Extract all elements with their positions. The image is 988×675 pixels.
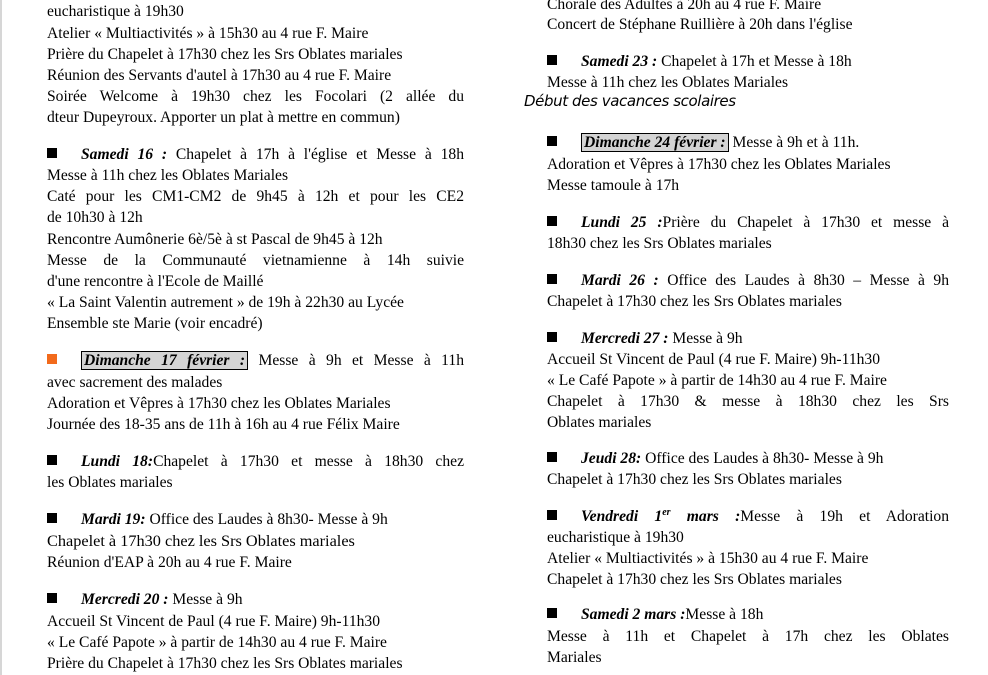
schedule-text: Atelier « Multiactivités » à 15h30 au 4 rue F. Maire: [547, 550, 869, 567]
bullet-square-icon: [547, 608, 557, 618]
day-label: Jeudi 28: [581, 450, 637, 467]
schedule-text: Chapelet à 17h30 chez les Srs Oblates mariales: [47, 531, 355, 550]
schedule-text: Messe à 19h et Adoration: [740, 508, 949, 525]
schedule-text: d'une rencontre à l'Ecole de Maillé: [47, 273, 264, 290]
schedule-text: Prière du Chapelet à 17h30 et messe à: [662, 214, 949, 231]
schedule-text: Ensemble ste Marie (voir encadré): [47, 315, 263, 332]
schedule-line: [547, 527, 684, 548]
schedule-line: [547, 154, 891, 175]
bullet-square-icon: [47, 593, 57, 603]
day-heading-line: Lundi 18:Chapelet à 17h30 et messe à 18h30 chez: [47, 451, 464, 472]
day-label: Mardi 19: [81, 511, 141, 528]
day-heading-line: Mercredi 27 : Messe à 9h: [547, 328, 743, 349]
day-label: Lundi 18: [81, 453, 148, 470]
schedule-line: [47, 250, 464, 271]
bullet-square-icon: [47, 455, 57, 465]
schedule-line: [47, 552, 292, 573]
bullet-square-icon: [547, 510, 557, 520]
schedule-text: Adoration et Vêpres à 17h30 chez les Oblates Mariales: [547, 156, 891, 173]
bullet-square-icon: [547, 55, 557, 65]
schedule-text: Caté pour les CM1-CM2 de 9h45 à 12h et pour les CE2: [47, 188, 464, 205]
schedule-line: [547, 291, 842, 312]
schedule-line: [547, 469, 842, 490]
schedule-line: [547, 349, 880, 370]
schedule-line: [47, 107, 400, 128]
schedule-line: [547, 14, 853, 35]
schedule-text: Chapelet à 17h et Messe à 18h: [657, 53, 852, 70]
day-label: Mardi 26: [581, 272, 645, 289]
schedule-text: Adoration et Vêpres à 17h30 chez les Oblates Mariales: [47, 395, 391, 412]
schedule-text: Chapelet à 17h30 et messe à 18h30 chez: [153, 453, 464, 470]
schedule-text: Atelier « Multiactivités » à 15h30 au 4 rue F. Maire: [47, 25, 369, 42]
schedule-text: Messe à 11h chez les Oblates Mariales: [47, 167, 289, 184]
schedule-line: [47, 229, 383, 250]
schedule-text: Messe à 9h et à 11h.: [728, 134, 860, 151]
schedule-text: Messe à 9h: [668, 330, 743, 347]
schedule-text: Messe de la Communauté vietnamienne à 14h suivie: [47, 252, 464, 269]
schedule-line: [547, 548, 868, 569]
schedule-line: [47, 44, 403, 65]
schedule-line: [547, 175, 679, 196]
schedule-line: [47, 393, 391, 414]
schedule-line: [547, 72, 788, 93]
day-heading-line: Lundi 25 :Prière du Chapelet à 17h30 et messe à: [547, 212, 949, 233]
schedule-text: Messe tamoule à 17h: [547, 177, 680, 194]
day-label: Dimanche 24 février :: [581, 133, 729, 152]
schedule-text: « Le Café Papote » à partir de 14h30 au 4 rue F. Maire: [47, 634, 387, 651]
schedule-text: Messe à 9h et Messe à 11h: [248, 352, 464, 369]
schedule-line: [47, 65, 391, 86]
schedule-text: Messe à 11h chez les Oblates Mariales: [547, 74, 789, 91]
schedule-text: dteur Dupeyroux. Apporter un plat à mettre en commun): [47, 109, 400, 126]
schedule-text: Prière du Chapelet à 17h30 chez les Srs Oblates mariales: [47, 46, 403, 63]
day-label: Samedi 23: [581, 53, 649, 70]
schedule-line: [547, 391, 949, 412]
schedule-text: Accueil St Vincent de Paul (4 rue F. Maire) 9h-11h30: [547, 351, 881, 368]
day-heading-line: Mercredi 20 : Messe à 9h: [47, 589, 243, 610]
schedule-text: les Oblates mariales: [47, 474, 173, 491]
day-heading-line: Samedi 16 : Chapelet à 17h à l'église et Messe à 18h: [47, 144, 464, 165]
vacances-notice: Début des vacances scolaires: [524, 92, 736, 110]
schedule-text: Chapelet à 17h30 & messe à 18h30 chez les Srs: [547, 393, 949, 410]
schedule-line: [47, 292, 404, 313]
day-heading-line: Jeudi 28: Office des Laudes à 8h30- Messe à 9h: [547, 448, 883, 469]
schedule-line: [47, 86, 464, 107]
schedule-line: [47, 372, 222, 393]
schedule-text: Rencontre Aumônerie 6è/5è à st Pascal de 9h45 à 12h: [47, 231, 383, 248]
bullet-square-icon: [547, 136, 557, 146]
schedule-line: [47, 414, 400, 435]
schedule-text: avec sacrement des malades: [47, 374, 223, 391]
day-heading-line: Vendredi 1er mars :Messe à 19h et Adoration: [547, 506, 949, 527]
bullet-square-icon: [547, 216, 557, 226]
schedule-line: [47, 313, 263, 334]
schedule-line: [547, 569, 842, 590]
schedule-line: [547, 233, 772, 254]
schedule-line: [47, 271, 263, 292]
bullet-square-icon: [47, 148, 57, 158]
schedule-text: eucharistique à 19h30: [547, 529, 684, 546]
schedule-line: [547, 626, 949, 647]
bullet-square-icon: [47, 354, 57, 364]
schedule-text: Chorale des Adultes à 20h au 4 rue F. Maire: [547, 0, 822, 13]
schedule-text: Office des Laudes à 8h30- Messe à 9h: [641, 450, 884, 467]
bullet-square-icon: [547, 452, 557, 462]
day-label: Samedi 2 mars: [581, 606, 677, 623]
schedule-text: Concert de Stéphane Ruillière à 20h dans l'église: [547, 16, 853, 33]
day-label: Lundi 25: [581, 214, 647, 231]
schedule-line: [47, 472, 173, 493]
schedule-text: Mariales: [547, 649, 602, 666]
schedule-line: [47, 611, 380, 632]
schedule-text: Réunion des Servants d'autel à 17h30 au 4 rue F. Maire: [47, 67, 392, 84]
schedule-text: Réunion d'EAP à 20h au 4 rue F. Maire: [47, 554, 292, 571]
schedule-text: Messe à 11h et Chapelet à 17h chez les Oblates: [547, 628, 949, 645]
day-label: Vendredi 1er mars: [581, 506, 719, 525]
schedule-text: Chapelet à 17h à l'église et Messe à 18h: [167, 146, 464, 163]
day-heading-line: Samedi 2 mars :Messe à 18h: [547, 604, 763, 625]
day-heading-line: [547, 132, 859, 153]
schedule-text: Chapelet à 17h30 chez les Srs Oblates mariales: [547, 293, 842, 310]
schedule-text: de 10h30 à 12h: [47, 209, 143, 226]
schedule-text: Prière du Chapelet à 17h30 chez les Srs Oblates mariales: [47, 655, 403, 672]
schedule-line: [47, 653, 403, 674]
day-heading-line: [47, 350, 464, 371]
schedule-text: Accueil St Vincent de Paul (4 rue F. Maire) 9h-11h30: [47, 613, 381, 630]
day-heading-line: Mardi 19: Office des Laudes à 8h30- Messe à 9h: [47, 509, 388, 530]
schedule-line: [47, 23, 368, 44]
day-label: Dimanche 17 février :: [81, 351, 248, 370]
schedule-line: [47, 207, 143, 228]
bullet-square-icon: [47, 513, 57, 523]
schedule-text: Journée des 18-35 ans de 11h à 16h au 4 rue Félix Maire: [47, 416, 400, 433]
day-label: Samedi 16: [81, 146, 154, 163]
schedule-line: [547, 0, 821, 15]
schedule-text: Office des Laudes à 8h30- Messe à 9h: [145, 511, 388, 528]
bullet-square-icon: [547, 332, 557, 342]
schedule-line: [47, 186, 464, 207]
schedule-text: « La Saint Valentin autrement » de 19h à 22h30 au Lycée: [47, 294, 404, 311]
page-left-border: [0, 0, 2, 675]
schedule-text: « Le Café Papote » à partir de 14h30 au 4 rue F. Maire: [547, 372, 887, 389]
schedule-line: [47, 632, 387, 653]
bullet-square-icon: [547, 274, 557, 284]
schedule-line: [547, 647, 602, 668]
schedule-text: Chapelet à 17h30 chez les Srs Oblates mariales: [547, 571, 842, 588]
schedule-text: Messe à 9h: [168, 591, 243, 608]
day-label: Mercredi 27: [581, 330, 660, 347]
schedule-line: [547, 412, 651, 433]
schedule-line: [47, 1, 184, 22]
schedule-text: eucharistique à 19h30: [47, 3, 184, 20]
schedule-text: Chapelet à 17h30 chez les Srs Oblates mariales: [547, 471, 842, 488]
schedule-text: Soirée Welcome à 19h30 chez les Focolari (2 allée du: [47, 88, 464, 105]
day-label: Mercredi 20: [81, 591, 160, 608]
day-heading-line: Mardi 26 : Office des Laudes à 8h30 – Messe à 9h: [547, 270, 949, 291]
day-heading-line: Samedi 23 : Chapelet à 17h et Messe à 18h: [547, 51, 852, 72]
schedule-text: Oblates mariales: [547, 414, 652, 431]
schedule-text: Messe à 18h: [685, 606, 764, 623]
schedule-line: [547, 370, 887, 391]
schedule-line: [47, 165, 288, 186]
schedule-text: Office des Laudes à 8h30 – Messe à 9h: [658, 272, 949, 289]
schedule-text: 18h30 chez les Srs Oblates mariales: [547, 235, 772, 252]
schedule-line: [47, 530, 355, 551]
